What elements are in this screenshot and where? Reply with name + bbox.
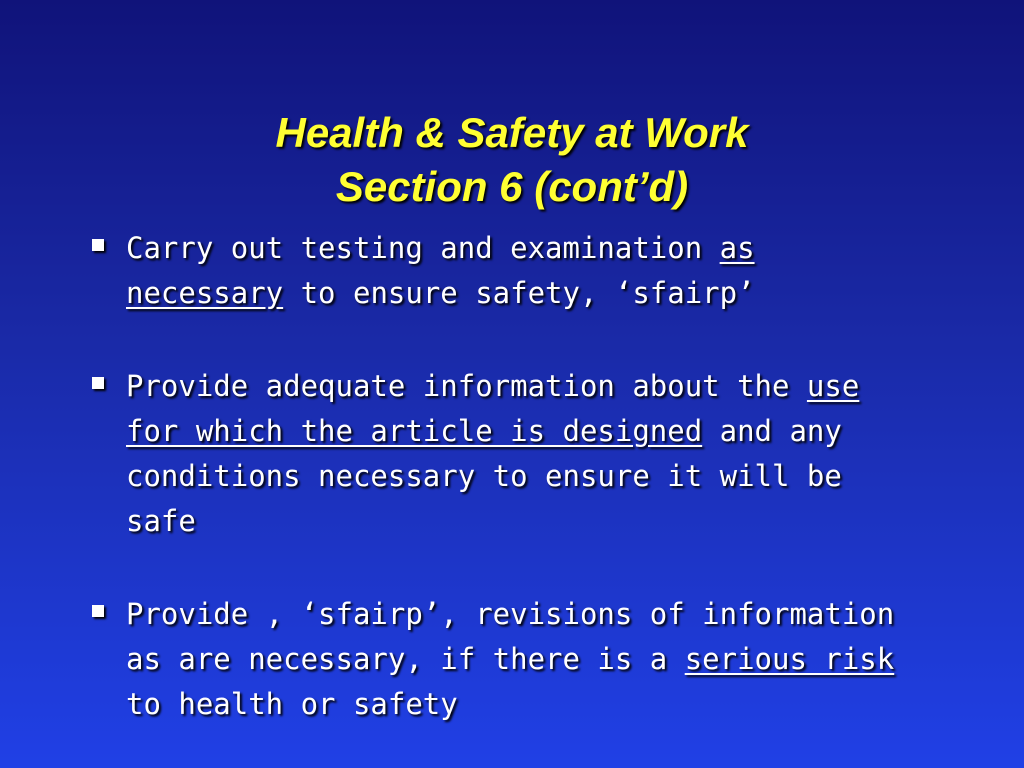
bullet-text-1 <box>126 231 755 310</box>
slide-title <box>0 106 1024 214</box>
bullet-item-1 <box>90 226 924 316</box>
bullet-item-2 <box>90 364 924 544</box>
bullet-2-text-end: and any conditions necessary to ensure it will be safe <box>126 414 842 538</box>
bullet-2-underlined: use for which the article is designed <box>126 369 860 448</box>
bullet-text-2 <box>126 369 859 538</box>
bullet-item-3 <box>90 592 924 727</box>
bullet-1-text-start: Carry out testing and examination <box>126 231 720 265</box>
square-bullet-icon <box>92 605 104 617</box>
slide-title-line-2: Section 6 (cont’d) <box>335 163 689 211</box>
bullet-3-underlined: serious risk <box>684 642 895 676</box>
square-bullet-icon <box>92 377 104 389</box>
bullet-1-text-end: to ensure safety, ‘sfairp’ <box>283 276 755 310</box>
bullet-1-underlined: as necessary <box>126 231 755 310</box>
bullet-3-text-start: Provide , ‘sfairp’, revisions of information as are necessary, if there is a <box>126 597 895 676</box>
slide-title-line-1: Health & Safety at Work <box>275 109 749 157</box>
bullet-list <box>90 226 924 768</box>
bullet-2-text-start: Provide adequate information about the <box>126 369 807 403</box>
square-bullet-icon <box>92 239 104 251</box>
bullet-text-3 <box>126 597 894 721</box>
bullet-3-text-end: to health or safety <box>126 687 458 721</box>
